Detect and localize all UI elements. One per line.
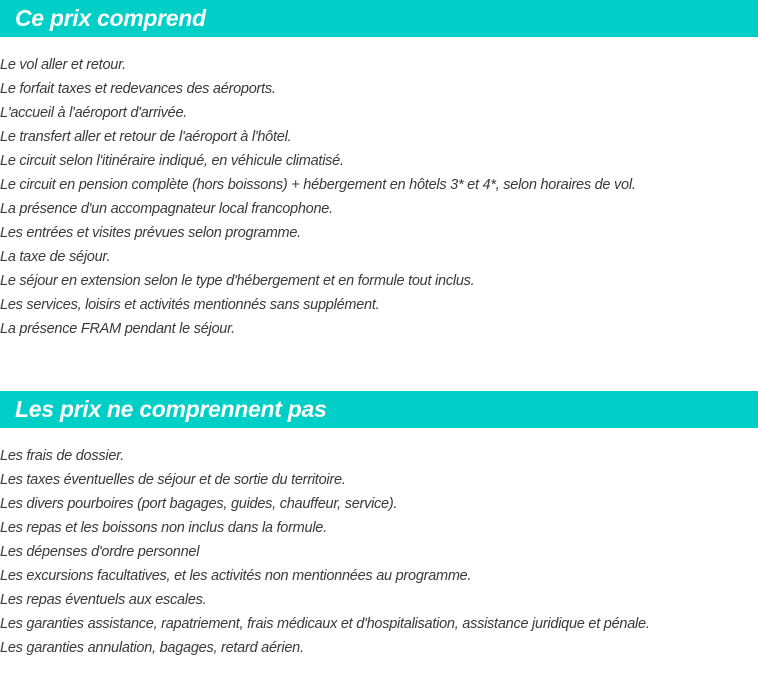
excluded-item: Les repas et les boissons non inclus dans la formule.	[0, 520, 327, 536]
included-item: La présence d'un accompagnateur local francophone.	[0, 201, 333, 217]
included-item: Le circuit selon l'itinéraire indiqué, en véhicule climatisé.	[0, 153, 344, 169]
included-item: Le circuit en pension complète (hors boissons) + hébergement en hôtels 3* et 4*, selon horaires de vol.	[0, 177, 636, 193]
excluded-item: Les garanties annulation, bagages, retard aérien.	[0, 640, 304, 656]
excluded-item: Les divers pourboires (port bagages, guides, chauffeur, service).	[0, 496, 398, 512]
included-item: Le forfait taxes et redevances des aéroports.	[0, 81, 276, 97]
excluded-items-list	[0, 444, 650, 660]
included-items-list	[0, 53, 636, 341]
included-item: L'accueil à l'aéroport d'arrivée.	[0, 105, 188, 121]
included-item: Le séjour en extension selon le type d'hébergement et en formule tout inclus.	[0, 273, 475, 289]
excluded-item: Les garanties assistance, rapatriement, frais médicaux et d'hospitalisation, assistance juridique et pénale.	[0, 616, 650, 632]
included-section-title: Ce prix comprend	[15, 5, 206, 31]
included-item: Le transfert aller et retour de l'aéroport à l'hôtel.	[0, 129, 292, 145]
excluded-item: Les taxes éventuelles de séjour et de sortie du territoire.	[0, 472, 346, 488]
excluded-section-header	[0, 391, 758, 428]
included-item: Les services, loisirs et activités mentionnés sans supplément.	[0, 297, 380, 313]
included-item: La taxe de séjour.	[0, 249, 111, 265]
included-item: Le vol aller et retour.	[0, 57, 126, 73]
excluded-item: Les dépenses d'ordre personnel	[0, 544, 200, 560]
excluded-item: Les repas éventuels aux escales.	[0, 592, 207, 608]
excluded-item: Les excursions facultatives, et les activités non mentionnées au programme.	[0, 568, 472, 584]
excluded-item: Les frais de dossier.	[0, 448, 124, 464]
excluded-section-title: Les prix ne comprennent pas	[15, 396, 327, 422]
included-section-header	[0, 0, 758, 37]
included-item: Les entrées et visites prévues selon programme.	[0, 225, 301, 241]
included-item: La présence FRAM pendant le séjour.	[0, 321, 235, 337]
